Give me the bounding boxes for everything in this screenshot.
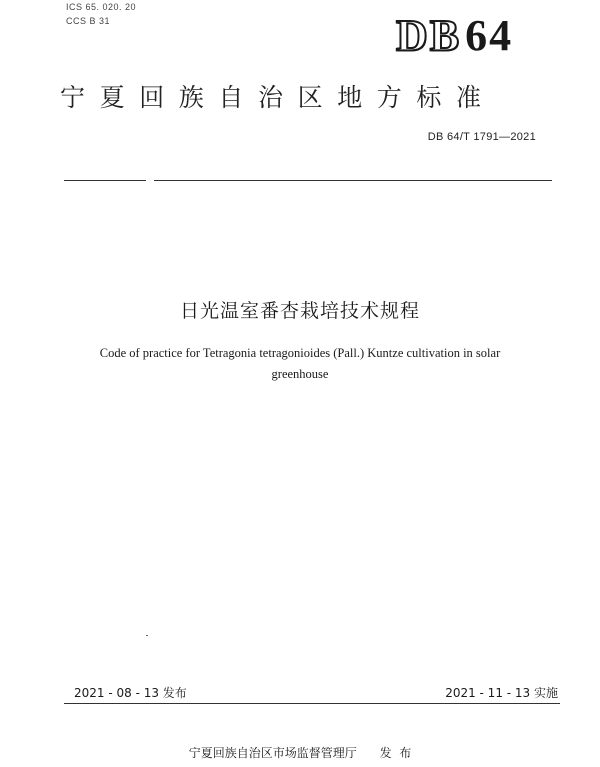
issue-date: 2021 - 08 - 13 发布 xyxy=(74,686,187,700)
scan-speck xyxy=(146,635,148,636)
db-logo xyxy=(396,11,514,60)
standard-type-heading: 宁夏回族自治区地方标准 xyxy=(60,83,496,112)
title-english: Code of practice for Tetragonia tetragonioides (Pall.) Kuntze cultivation in solar greenhouse xyxy=(99,346,501,381)
implementation-date: 2021 - 11 - 13 实施 xyxy=(445,686,558,700)
db-logo-number: 64 xyxy=(465,11,514,60)
ics-code: ICS 65. 020. 20 xyxy=(66,2,137,12)
bottom-divider xyxy=(64,703,560,704)
publisher-action: 发 布 xyxy=(379,746,412,760)
db-logo-letters: DB xyxy=(396,11,462,60)
ccs-code: CCS B 31 xyxy=(66,16,111,26)
top-divider xyxy=(64,180,552,181)
publisher-name: 宁夏回族自治区市场监督管理厅 xyxy=(188,746,357,760)
title-chinese: 日光温室番杏栽培技术规程 xyxy=(179,300,420,322)
standard-number: DB 64/T 1791—2021 xyxy=(427,131,536,143)
publisher-line xyxy=(0,744,600,761)
